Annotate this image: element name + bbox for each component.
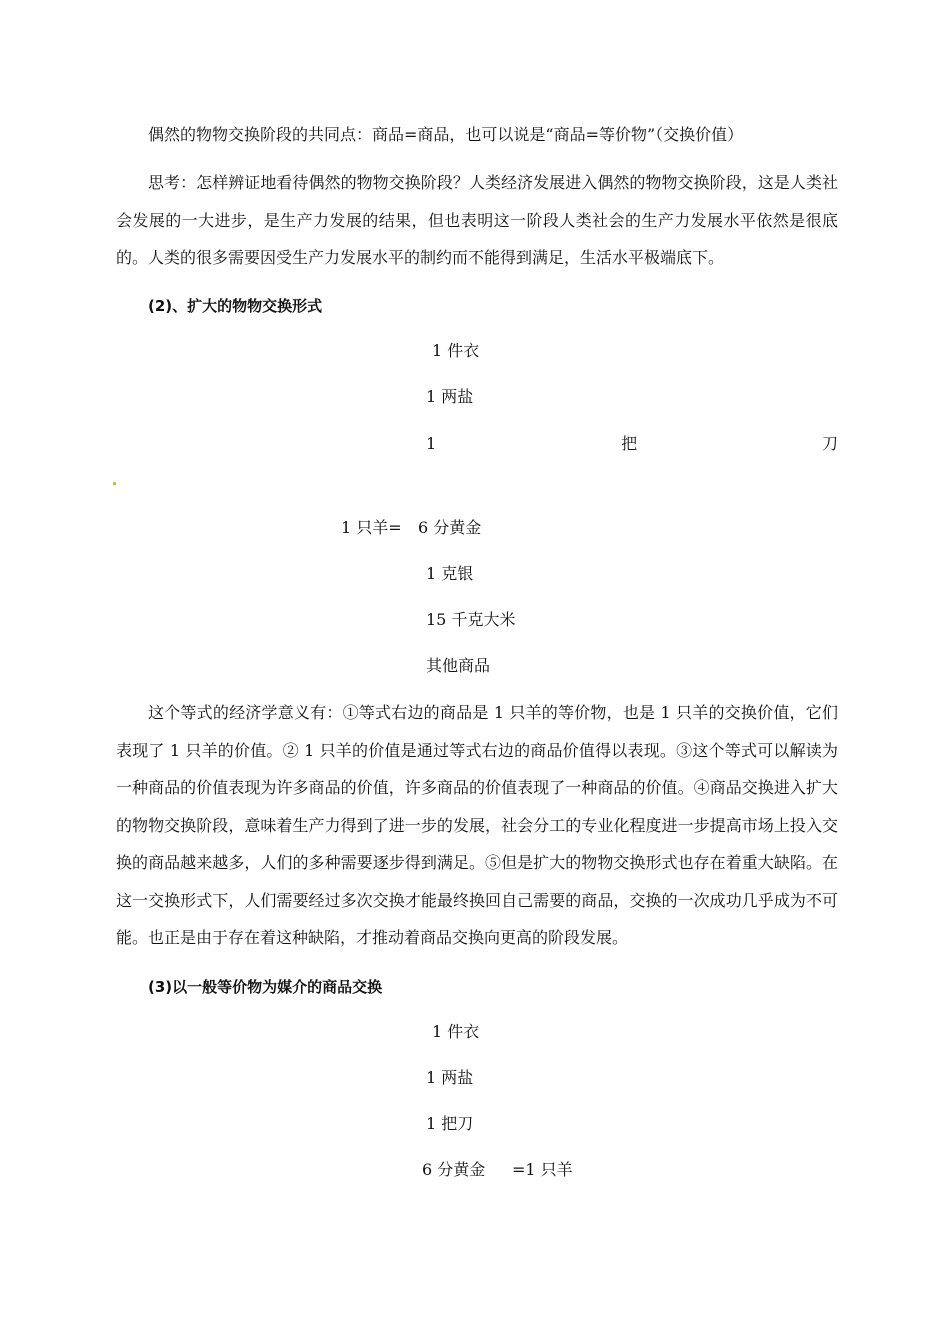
item-knife: 1 把刀 [426, 1114, 474, 1133]
item-clothing: 1 件衣 [432, 1022, 480, 1041]
item-other-goods: 其他商品 [426, 656, 491, 675]
item-salt: 1 两盐 [426, 387, 474, 406]
item-clothing: 1 件衣 [432, 341, 480, 360]
common-point-text: 偶然的物物交换阶段的共同点：商品=商品，也可以说是“商品=等价物”（交换价值） [148, 125, 744, 144]
equation-left-side: 1 只羊= [341, 518, 402, 537]
section-2-heading: (2)、扩大的物物交换形式 [148, 297, 323, 315]
item-silver: 1 克银 [426, 564, 474, 583]
thinking-paragraph: 思考：怎样辨证地看待偶然的物物交换阶段？人类经济发展进入偶然的物物交换阶段，这是人类社会发展的一大进步，是生产力发展的结果，但也表明这一阶段人类社会的生产力发展水平依然是很底的。人类的很多需要因受生产力发展水平的制约而不能得到满足，生活水平极端底下。 [116, 173, 838, 267]
explanation-paragraph: 这个等式的经济学意义有：①等式右边的商品是 1 只羊的等价物，也是 1 只羊的交换价值，它们表现了 1 只羊的价值。② 1 只羊的价值是通过等式右边的商品价值得以表现。③这个等式可以解读为一种商品的价值表现为许多商品的价值，许多商品的价值表现了一种商品的价值。④商品交换进入扩大的物物交换阶段，意味着生产力得到了进一步的发展，社会分工的专业化程度进一步提高市场上投入交换的商品越来越多，人们的多种需要逐步得到满足。⑤但是扩大的物物交换形式也存在着重大缺陷。在这一交换形式下，人们需要经过多次交换才能最终换回自己需要的商品，交换的一次成功几乎成为不可能。也正是由于存在着这种缺陷，才推动着商品交换向更高的阶段发展。 [116, 703, 838, 947]
item-knife-part: 刀 [821, 434, 838, 453]
item-knife-part: 把 [621, 434, 638, 453]
equation-right-side: =1 只羊 [512, 1160, 573, 1179]
section-3-heading: (3)以一般等价物为媒介的商品交换 [148, 978, 383, 996]
item-gold: 6 分黄金 [422, 1160, 486, 1179]
item-knife-part: 1 [426, 434, 437, 453]
item-knife [426, 434, 838, 454]
item-rice: 15 千克大米 [426, 610, 516, 629]
item-gold: 6 分黄金 [418, 518, 482, 537]
item-salt: 1 两盐 [426, 1068, 474, 1087]
marker-dot [113, 482, 116, 485]
